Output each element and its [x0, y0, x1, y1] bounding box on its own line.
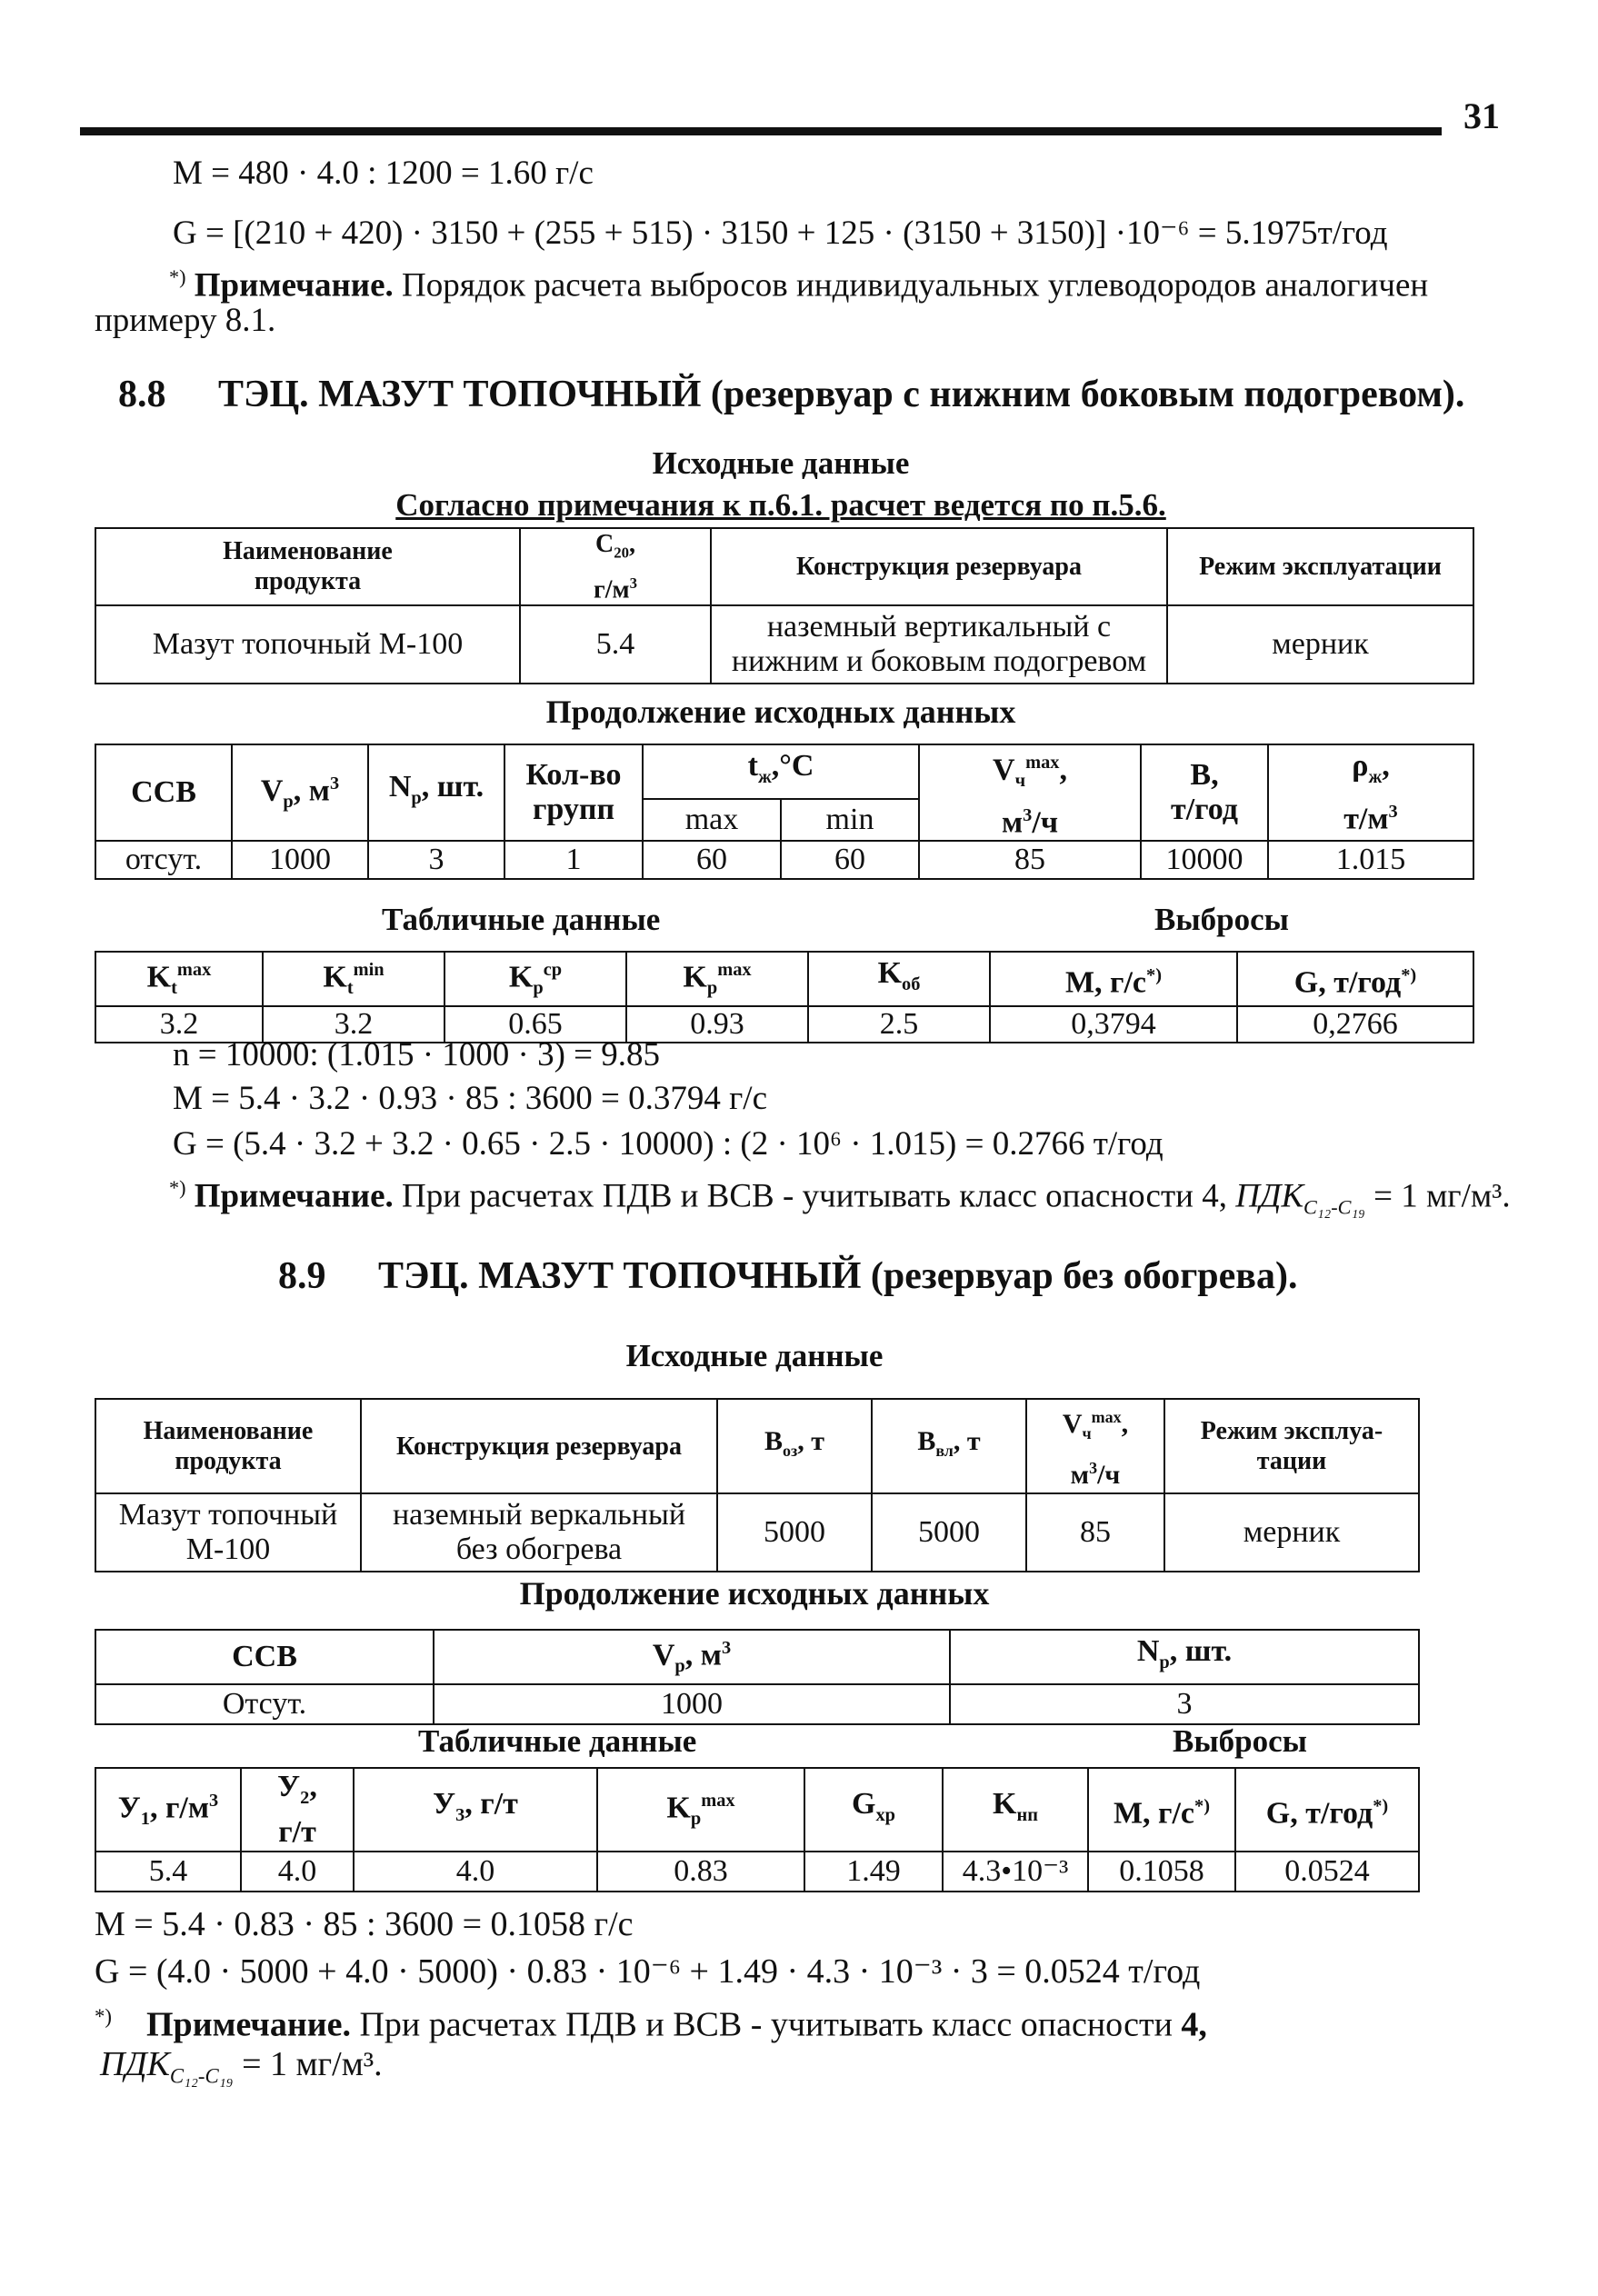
cell-ktmax: 3.2 — [95, 1006, 263, 1043]
section-8-9-table-data-heading: Табличные данные — [418, 1723, 697, 1759]
th-mode: Режим эксплуатации — [1167, 528, 1473, 605]
cell-u2: 4.0 — [241, 1852, 354, 1892]
section-8-9-emissions-heading: Выбросы — [1173, 1723, 1307, 1759]
section-8-9-continuation-heading: Продолжение исходных данных — [519, 1575, 990, 1612]
cell-b: 10000 — [1141, 841, 1268, 879]
th-construction: Конструкция резервуара — [361, 1399, 717, 1493]
table-8-8-input — [95, 527, 1474, 684]
note-mark: *) — [169, 1176, 186, 1199]
calc-8-8-m: M = 5.4 · 3.2 · 0.93 · 85 : 3600 = 0.3794 г/с — [173, 1080, 768, 1117]
cell-kob: 2.5 — [808, 1006, 990, 1043]
th-ktmax: $K_t^{max}$ — [95, 952, 263, 1006]
note-end: = 1 мг/м³. — [233, 2045, 383, 2083]
note-8-9-pdk — [100, 2043, 383, 2098]
note-label: Примечание. — [146, 2005, 351, 2044]
th-kpmax: $K_р^{max}$ — [626, 952, 808, 1006]
cell-product: Мазут топочный М-100 — [95, 1493, 361, 1572]
note-end: = 1 мг/м³. — [1364, 1177, 1511, 1215]
note-8-8 — [169, 1167, 1511, 1229]
note-class: 4, — [1181, 2005, 1207, 2044]
cell-kpmax: 0.83 — [597, 1852, 804, 1892]
th-tmin: min — [781, 799, 919, 841]
cell-vch: 85 — [1026, 1493, 1164, 1572]
th-boz: $B_{оз}$, т — [717, 1399, 872, 1493]
cell-boz: 5000 — [717, 1493, 872, 1572]
section-8-8-number: 8.8 — [118, 374, 166, 415]
th-nr: $N_р$, шт. — [368, 744, 504, 841]
th-vr: $V_р$, $м^3$ — [434, 1630, 950, 1684]
th-ssv: ССВ — [95, 744, 232, 841]
section-8-8-continuation-heading: Продолжение исходных данных — [545, 694, 1016, 730]
cell-product: Мазут топочный М-100 — [95, 605, 520, 684]
th-nr: $N_р$, шт. — [950, 1630, 1419, 1684]
th-c20: $C_{20}$, $г/м^3$ — [520, 528, 711, 605]
th-bvl: $B_{вл}$, т — [872, 1399, 1026, 1493]
table-8-9-coefficients — [95, 1767, 1420, 1892]
th-construction: Конструкция резервуара — [711, 528, 1167, 605]
th-kpmax: $K_р^{max}$ — [597, 1768, 804, 1852]
note-mark: *) — [169, 265, 186, 288]
cell-tmax: 60 — [643, 841, 781, 879]
cell-construction: наземный веркальный без обогрева — [361, 1493, 717, 1572]
th-g: G, т/год*) — [1235, 1768, 1419, 1852]
cell-kpmax: 0.93 — [626, 1006, 808, 1043]
th-u1: $У_1$, $г/м^3$ — [95, 1768, 241, 1852]
cell-rho: 1.015 — [1268, 841, 1473, 879]
cell-groups: 1 — [504, 841, 643, 879]
cell-c20: 5.4 — [520, 605, 711, 684]
cell-tmin: 60 — [781, 841, 919, 879]
section-8-8-table-data-heading: Табличные данные — [382, 902, 661, 937]
formula-g-top: G = [(210 + 420) · 3150 + (255 + 515) · 3150 + 125 · (3150 + 3150)] ·10⁻⁶ = 5.1975т/год — [173, 215, 1388, 252]
note-pdk-sub: C₁₂-C₁₉ — [1303, 1195, 1365, 1219]
note-text: Порядок расчета выбросов индивидуальных углеводородов аналогичен — [393, 266, 1429, 304]
cell-ssv: Отсут. — [95, 1684, 434, 1724]
note-text: При расчетах ПДВ и ВСВ - учитывать класс опасности — [350, 2005, 1182, 2044]
note-label: Примечание. — [194, 266, 394, 304]
calc-8-9-m: M = 5.4 · 0.83 · 85 : 3600 = 0.1058 г/с — [95, 1905, 634, 1943]
th-vch: $V_ч^{max}$, $м^3/ч$ — [919, 744, 1141, 841]
section-8-8-emissions-heading: Выбросы — [1154, 902, 1289, 937]
th-m: M, г/с*) — [990, 952, 1237, 1006]
th-kpcp: $K_р^{ср}$ — [444, 952, 626, 1006]
note-pdk: ПДК — [1235, 1177, 1304, 1215]
section-8-8-title: ТЭЦ. МАЗУТ ТОПОЧНЫЙ (резервуар с нижним боковым подогревом). — [218, 374, 1465, 415]
note-text: При расчетах ПДВ и ВСВ - учитывать класс опасности 4, — [393, 1177, 1236, 1215]
cell-u1: 5.4 — [95, 1852, 241, 1892]
note-top — [169, 256, 1428, 306]
calc-8-8-g: G = (5.4 · 3.2 + 3.2 · 0.65 · 2.5 · 10000) : (2 · 10⁶ · 1.015) = 0.2766 т/год — [173, 1125, 1164, 1163]
th-temp: $t_ж,^\circ С$ — [643, 744, 919, 799]
th-tmax: max — [643, 799, 781, 841]
cell-vr: 1000 — [434, 1684, 950, 1724]
th-b: B, т/год — [1141, 744, 1268, 841]
section-8-9-title: ТЭЦ. МАЗУТ ТОПОЧНЫЙ (резервуар без обогрева). — [378, 1255, 1298, 1297]
section-8-8-input-heading: Исходные данные — [652, 445, 910, 481]
cell-knp: 4.3•10⁻³ — [943, 1852, 1088, 1892]
cell-vr: 1000 — [232, 841, 368, 879]
th-rho: $\rho_ж$, $т/м^3$ — [1268, 744, 1473, 841]
section-8-9-number: 8.9 — [278, 1255, 326, 1297]
calc-8-8-n: n = 10000: (1.015 · 1000 · 3) = 9.85 — [173, 1036, 661, 1073]
th-knp: $K_{нп}$ — [943, 1768, 1088, 1852]
note-pdk: ПДК — [100, 2045, 170, 2083]
th-ssv: ССВ — [95, 1630, 434, 1684]
th-ktmin: $K_t^{min}$ — [263, 952, 444, 1006]
th-groups: Кол-во групп — [504, 744, 643, 841]
th-kob: $K_{об}$ — [808, 952, 990, 1006]
cell-ssv: отсут. — [95, 841, 232, 879]
th-gxp: $G_{хр}$ — [804, 1768, 943, 1852]
cell-g: 0.0524 — [1235, 1852, 1419, 1892]
formula-m-top: M = 480 · 4.0 : 1200 = 1.60 г/с — [173, 155, 594, 192]
table-8-9-continuation — [95, 1629, 1420, 1725]
section-8-8-sub-heading: Согласно примечания к п.6.1. расчет ведется по п.5.6. — [395, 487, 1166, 523]
cell-m: 0,3794 — [990, 1006, 1237, 1043]
cell-kpcp: 0.65 — [444, 1006, 626, 1043]
section-8-9-input-heading: Исходные данные — [625, 1338, 884, 1373]
note-top-continued: примеру 8.1. — [95, 302, 276, 339]
cell-construction: наземный вертикальный с нижним и боковым подогревом — [711, 605, 1167, 684]
cell-mode: мерник — [1167, 605, 1473, 684]
th-vch: $V_ч^{max}$, $м^3/ч$ — [1026, 1399, 1164, 1493]
cell-m: 0.1058 — [1088, 1852, 1235, 1892]
header-rule — [80, 127, 1442, 135]
note-mark: *) — [95, 2005, 112, 2028]
page-number: 31 — [1463, 95, 1500, 136]
cell-vch: 85 — [919, 841, 1141, 879]
table-8-9-input — [95, 1398, 1420, 1572]
th-u2: $У_2$, г/т — [241, 1768, 354, 1852]
note-label: Примечание. — [194, 1177, 394, 1215]
th-product: Наименование продукта — [95, 528, 520, 605]
note-8-9 — [95, 1996, 1207, 2046]
cell-gxp: 1.49 — [804, 1852, 943, 1892]
note-pdk-sub: C₁₂-C₁₉ — [169, 2064, 234, 2088]
table-8-8-coefficients — [95, 951, 1474, 1043]
th-mode: Режим эксплуа- тации — [1164, 1399, 1419, 1493]
cell-mode: мерник — [1164, 1493, 1419, 1572]
th-m: M, г/с*) — [1088, 1768, 1235, 1852]
th-product: Наименование продукта — [95, 1399, 361, 1493]
calc-8-9-g: G = (4.0 · 5000 + 4.0 · 5000) · 0.83 · 10⁻⁶ + 1.49 · 4.3 · 10⁻³ · 3 = 0.0524 т/год — [95, 1952, 1201, 1991]
table-8-8-continuation — [95, 744, 1474, 880]
th-g: G, т/год*) — [1237, 952, 1473, 1006]
cell-nr: 3 — [950, 1684, 1419, 1724]
th-vr: $V_р$, $м^3$ — [232, 744, 368, 841]
cell-ktmin: 3.2 — [263, 1006, 444, 1043]
cell-g: 0,2766 — [1237, 1006, 1473, 1043]
cell-bvl: 5000 — [872, 1493, 1026, 1572]
cell-u3: 4.0 — [354, 1852, 597, 1892]
th-u3: $У_3$, г/т — [354, 1768, 597, 1852]
cell-nr: 3 — [368, 841, 504, 879]
